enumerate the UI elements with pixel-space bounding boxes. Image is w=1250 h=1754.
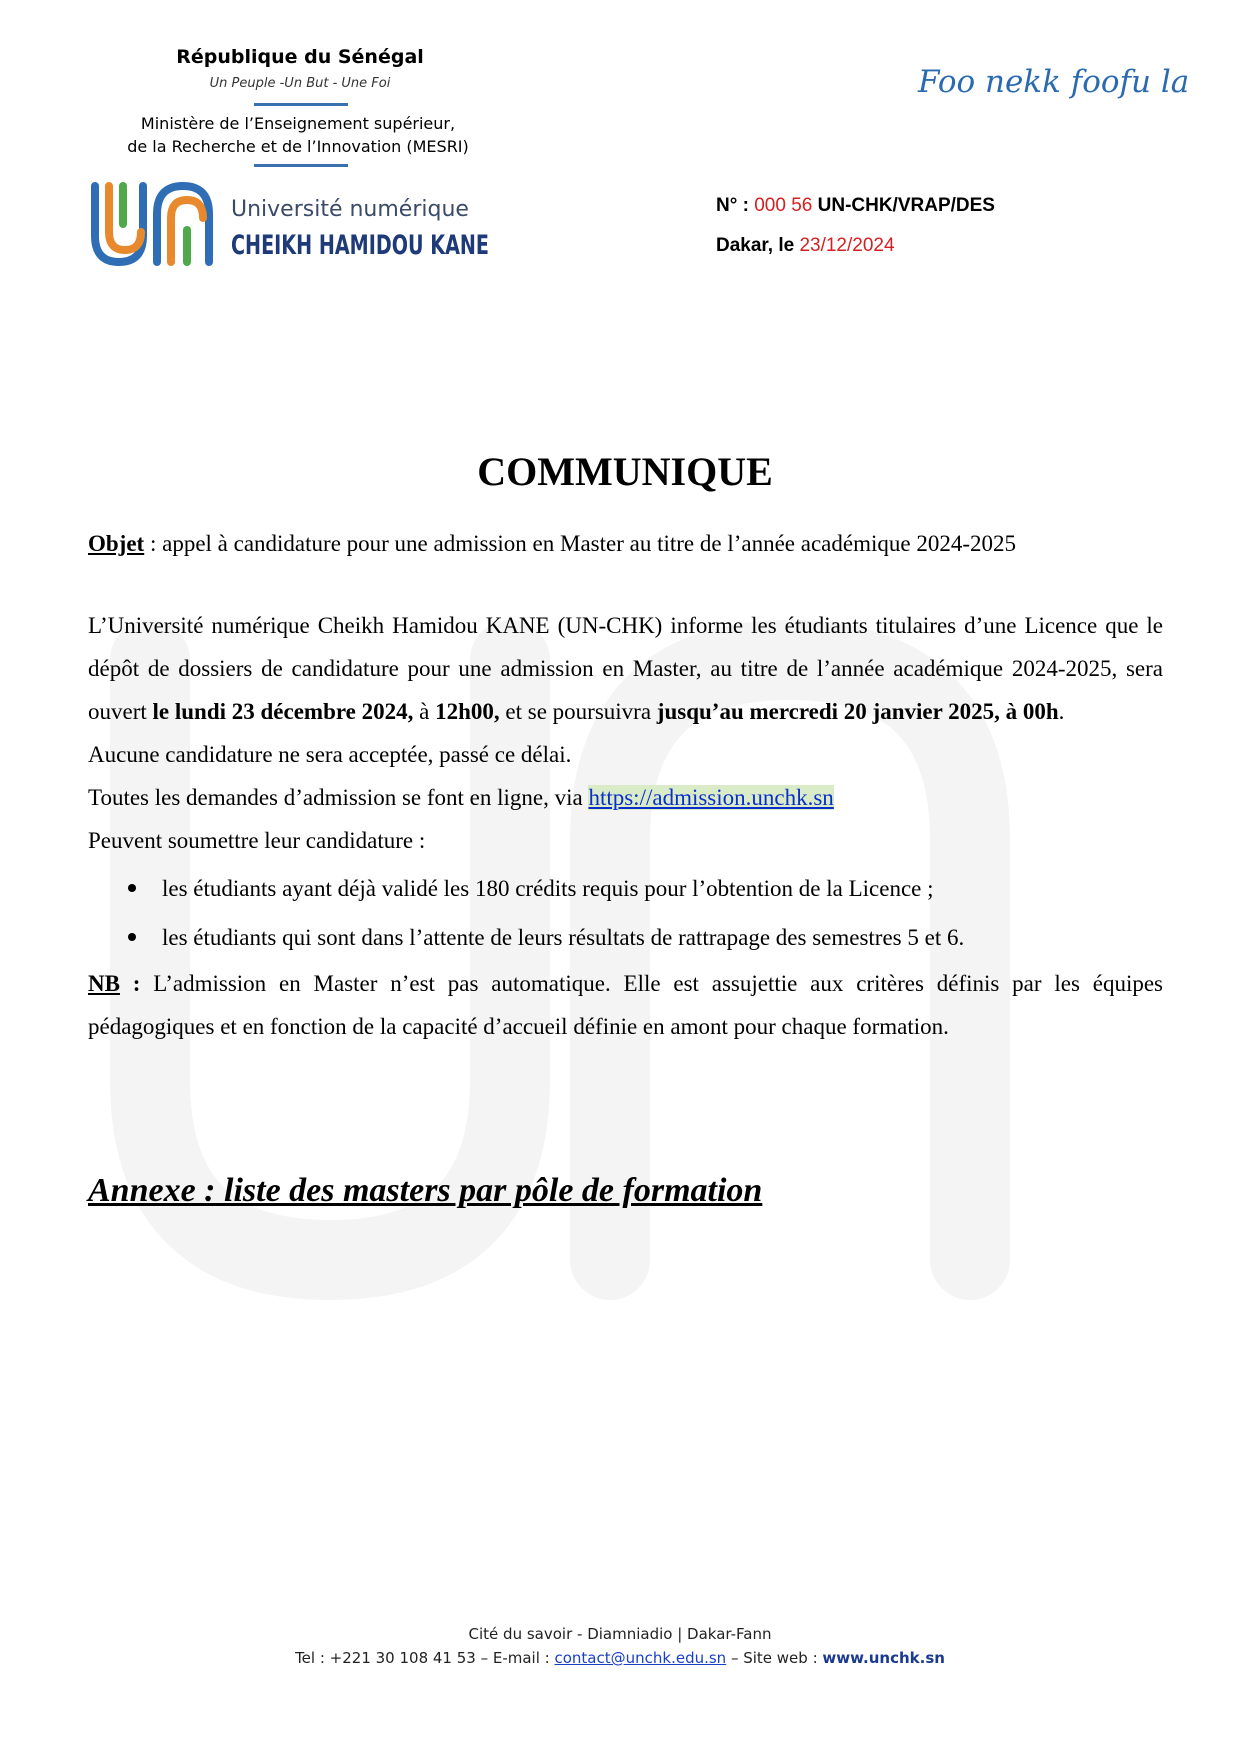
divider-line xyxy=(254,164,348,167)
footer-email-link[interactable]: contact@unchk.edu.sn xyxy=(554,1649,727,1667)
object-label: Objet xyxy=(88,531,145,556)
footer-website-link[interactable]: www.unchk.sn xyxy=(822,1649,945,1667)
logo-text-line-2: CHEIKH HAMIDOU KANE xyxy=(231,230,489,261)
nb-label: NB xyxy=(88,971,120,996)
bullet-icon xyxy=(128,933,136,941)
nb-colon: : xyxy=(119,971,141,996)
deadline-paragraph: Aucune candidature ne sera acceptée, passé ce délai. xyxy=(88,742,572,767)
date-value: 23/12/2024 xyxy=(799,235,895,256)
admission-link[interactable]: https://admission.unchk.sn xyxy=(588,785,834,810)
ministry-name xyxy=(88,112,508,158)
para1-start: L’Université numérique Cheikh Hamidou KANE (UN-CHK) informe les étudiants titulaires d’une Licence que le dépôt de dossiers de candidature pour une admission en Master, au titre de l’année académique 2024-2025, sera ouvert xyxy=(88,613,1163,724)
reference-date xyxy=(716,226,995,266)
nb-text: L’admission en Master n’est pas automatique. Elle est assujettie aux critères définis par les équipes pédagogiques et en fonction de la capacité d’accueil définie en amont pour chaque formation. xyxy=(88,971,1163,1039)
close-date: jusqu’au mercredi 20 janvier 2025, à 00h xyxy=(656,699,1059,724)
slogan-text: Foo nekk foofu la xyxy=(918,64,1190,100)
object-text: : appel à candidature pour une admission en Master au titre de l’année académique 2024-2025 xyxy=(144,531,1016,556)
national-motto: Un Peuple -Un But - Une Foi xyxy=(209,76,391,91)
footer xyxy=(0,1622,1240,1670)
logo-text-line-1: Université numérique xyxy=(231,197,469,222)
place-label: Dakar, le xyxy=(716,235,800,256)
footer-address: Cité du savoir - Diamniadio | Dakar-Fann xyxy=(468,1625,772,1643)
announcement-paragraph xyxy=(88,604,1163,733)
open-date: le lundi 23 décembre 2024, xyxy=(152,699,414,724)
footer-contact xyxy=(0,1646,1240,1670)
para1-mid2: et se poursuivra xyxy=(499,699,657,724)
online-text: Toutes les demandes d’admission se font en ligne, via xyxy=(88,785,589,810)
list-item-text: les étudiants ayant déjà validé les 180 crédits requis pour l’obtention de la Licence ; xyxy=(162,876,934,901)
list-item xyxy=(88,864,1163,913)
reference-number-value: 000 56 xyxy=(754,195,813,216)
annexe-heading: Annexe : liste des masters par pôle de formation xyxy=(88,1172,763,1209)
divider-line xyxy=(254,103,348,106)
para1-mid1: à xyxy=(413,699,436,724)
list-item-text: les étudiants qui sont dans l’attente de leurs résultats de rattrapage des semestres 5 et 6. xyxy=(162,925,965,950)
footer-tel: Tel : +221 30 108 41 53 – E-mail : xyxy=(295,1649,555,1667)
reference-number-label: N° : xyxy=(716,195,755,216)
reference-number xyxy=(716,186,995,226)
nb-paragraph xyxy=(88,962,1163,1048)
document-body xyxy=(88,522,1163,1048)
eligibility-paragraph: Peuvent soumettre leur candidature : xyxy=(88,828,426,853)
ministry-line-1: Ministère de l’Enseignement supérieur, xyxy=(140,114,456,133)
document-title: COMMUNIQUE xyxy=(477,449,773,494)
open-time: 12h00, xyxy=(435,699,500,724)
reference-block xyxy=(716,186,995,266)
university-logo xyxy=(87,174,493,270)
para1-end: . xyxy=(1058,699,1065,724)
online-paragraph xyxy=(88,776,1163,819)
country-name: République du Sénégal xyxy=(176,46,424,68)
reference-number-suffix: UN-CHK/VRAP/DES xyxy=(812,195,995,216)
bullet-icon xyxy=(128,884,136,892)
object-line xyxy=(88,522,1163,565)
slogan-signature xyxy=(918,52,1190,112)
eligibility-list xyxy=(88,864,1163,962)
ministry-line-2: de la Recherche et de l’Innovation (MESRI) xyxy=(127,137,469,156)
footer-site-label: – Site web : xyxy=(726,1649,823,1667)
list-item xyxy=(88,913,1163,962)
